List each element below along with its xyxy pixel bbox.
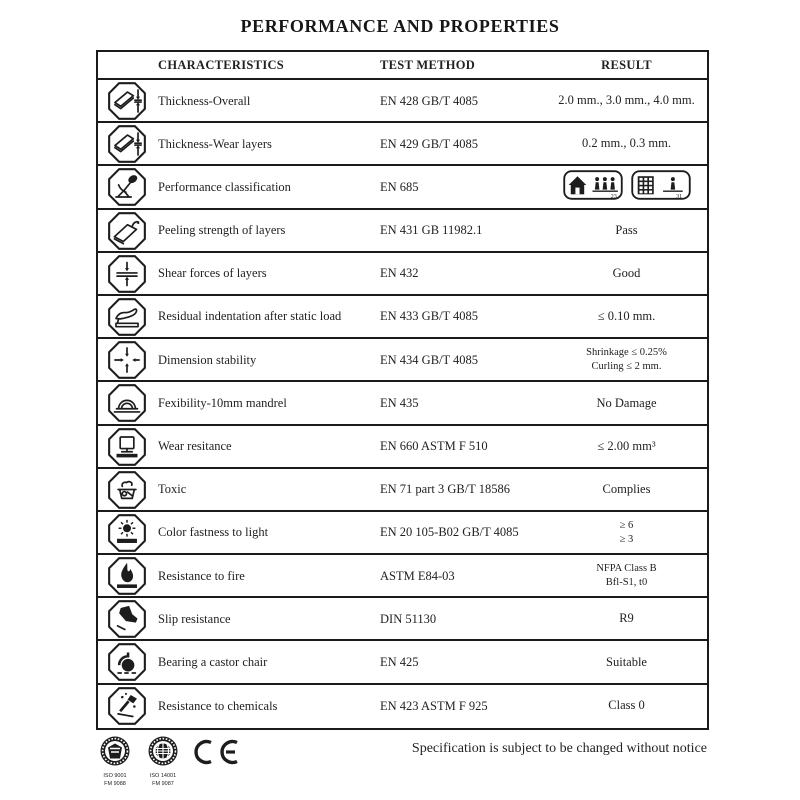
row-result <box>546 223 707 239</box>
row-characteristic: Peeling strength of layers <box>158 223 286 238</box>
footer <box>96 735 709 789</box>
row-test-method: EN 425 <box>380 654 419 669</box>
color-fastness-light-icon <box>106 512 148 554</box>
row-result <box>546 309 707 325</box>
row-icon-cell <box>98 339 156 381</box>
result-line: Bfl-S1, t0 <box>605 577 648 589</box>
svg-text:23: 23 <box>610 192 617 200</box>
result-line: R9 <box>619 611 634 626</box>
result-line: Curling ≤ 2 mm. <box>591 361 662 373</box>
row-test-method: EN 20 105-B02 GB/T 4085 <box>380 525 519 540</box>
residual-indentation-icon <box>106 296 148 338</box>
result-line: 2.0 mm., 3.0 mm., 4.0 mm. <box>558 93 695 108</box>
row-characteristic: Bearing a castor chair <box>158 654 268 669</box>
row-test-method: EN 685 <box>380 179 419 194</box>
row-characteristic: Resistance to fire <box>158 568 245 583</box>
row-icon-cell <box>98 296 156 338</box>
result-line: No Damage <box>596 395 657 410</box>
table-header-row <box>98 52 707 80</box>
table-row <box>98 469 707 512</box>
row-icon-cell <box>98 166 156 208</box>
row-result <box>546 611 707 627</box>
row-result <box>546 439 707 455</box>
row-icon-cell <box>98 80 156 122</box>
row-test-method: DIN 51130 <box>380 611 437 626</box>
header-result: RESULT <box>601 57 652 72</box>
svg-text:31: 31 <box>675 192 682 200</box>
result-line: Class 0 <box>608 698 645 713</box>
row-test-method: EN 423 ASTM F 925 <box>380 698 488 713</box>
result-line: 0.2 mm., 0.3 mm. <box>582 136 671 151</box>
row-result <box>546 396 707 412</box>
row-test-method: ASTM E84-03 <box>380 568 455 583</box>
page-title: PERFORMANCE AND PROPERTIES <box>240 16 560 36</box>
row-characteristic: Thickness-Overall <box>158 93 251 108</box>
row-result <box>546 170 707 205</box>
row-result <box>546 136 707 152</box>
result-line: Complies <box>602 481 651 496</box>
row-icon-cell <box>98 512 156 554</box>
result-line: ≥ 3 <box>619 533 634 545</box>
building-user-badge-icon <box>630 170 692 205</box>
row-characteristic: Fexibility-10mm mandrel <box>158 395 287 410</box>
row-icon-cell <box>98 253 156 295</box>
row-icon-cell <box>98 555 156 597</box>
header-test-method: TEST METHOD <box>380 57 476 72</box>
row-test-method: EN 428 GB/T 4085 <box>380 93 479 108</box>
row-characteristic: Toxic <box>158 482 187 497</box>
result-line: Suitable <box>606 654 647 669</box>
row-result <box>546 346 707 373</box>
row-result <box>546 655 707 671</box>
table-row <box>98 382 707 425</box>
result-line: ≥ 6 <box>619 520 634 532</box>
castor-chair-icon <box>106 641 148 683</box>
row-characteristic: Wear resitance <box>158 439 232 453</box>
result-line: Shrinkage ≤ 0.25% <box>586 347 667 359</box>
result-line: Good <box>612 265 641 280</box>
row-characteristic: Slip resistance <box>158 611 231 626</box>
row-test-method: EN 435 <box>380 395 419 410</box>
table-body <box>98 80 707 728</box>
fire-resistance-icon <box>106 555 148 597</box>
row-characteristic: Dimension stability <box>158 352 257 367</box>
header-characteristics: CHARACTERISTICS <box>158 57 285 72</box>
table-row <box>98 555 707 598</box>
table-row <box>98 210 707 253</box>
row-characteristic: Resistance to chemicals <box>158 698 278 713</box>
row-icon-cell <box>98 641 156 683</box>
row-icon-cell <box>98 210 156 252</box>
certification-logos <box>96 735 182 789</box>
row-test-method: EN 660 ASTM F 510 <box>380 439 488 453</box>
performance-classification-icon <box>106 166 148 208</box>
row-test-method: EN 431 GB 11982.1 <box>380 223 483 238</box>
table-row <box>98 80 707 123</box>
table-row <box>98 641 707 684</box>
row-result <box>546 266 707 282</box>
iso-14001-registered-seal-icon <box>144 735 182 772</box>
wear-resistance-icon <box>106 426 148 468</box>
row-result <box>546 519 707 546</box>
row-icon-cell <box>98 598 156 640</box>
certification-logo <box>96 735 134 789</box>
row-result <box>546 698 707 714</box>
iso-9001-registered-seal-icon <box>96 735 134 772</box>
shear-forces-icon <box>106 253 148 295</box>
result-line: ≤ 2.00 mm³ <box>597 438 656 453</box>
toxic-icon <box>106 469 148 511</box>
chemical-resistance-icon <box>106 685 148 727</box>
certification-logo <box>144 735 182 789</box>
result-line: NFPA Class B <box>596 563 657 575</box>
table-row <box>98 166 707 209</box>
row-icon-cell <box>98 123 156 165</box>
footer-note: Specification is subject to be changed without notice <box>411 741 707 756</box>
performance-table <box>96 50 709 730</box>
row-icon-cell <box>98 426 156 468</box>
table-row <box>98 123 707 166</box>
row-characteristic: Thickness-Wear layers <box>158 136 272 151</box>
table-row <box>98 296 707 339</box>
table-row <box>98 685 707 728</box>
row-test-method: EN 433 GB/T 4085 <box>380 309 479 324</box>
logo-caption: ISO 9001 <box>103 773 127 779</box>
row-result <box>546 93 707 109</box>
row-characteristic: Residual indentation after static load <box>158 309 342 324</box>
row-test-method: EN 432 <box>380 266 419 281</box>
row-result <box>546 562 707 589</box>
row-characteristic: Performance classification <box>158 179 291 194</box>
flexibility-mandrel-icon <box>106 382 148 424</box>
table-row <box>98 512 707 555</box>
dimension-stability-icon <box>106 339 148 381</box>
row-test-method: EN 434 GB/T 4085 <box>380 352 479 367</box>
thickness-overall-icon <box>106 80 148 122</box>
result-line: ≤ 0.10 mm. <box>597 309 656 324</box>
row-characteristic: Shear forces of layers <box>158 266 267 281</box>
logo-caption: ISO 14001 <box>149 773 177 779</box>
slip-resistance-icon <box>106 598 148 640</box>
table-row <box>98 598 707 641</box>
row-test-method: EN 429 GB/T 4085 <box>380 136 479 151</box>
ce-mark-icon <box>194 737 240 772</box>
logo-caption: FM 9088 <box>104 781 126 788</box>
result-line: Pass <box>615 222 638 237</box>
thickness-wear-layers-icon <box>106 123 148 165</box>
row-characteristic: Color fastness to light <box>158 525 269 540</box>
row-icon-cell <box>98 382 156 424</box>
row-result <box>546 482 707 498</box>
house-users-badge-icon <box>562 170 624 205</box>
row-icon-cell <box>98 685 156 727</box>
table-row <box>98 253 707 296</box>
logo-caption: FM 9087 <box>152 781 174 788</box>
table-row <box>98 339 707 382</box>
peeling-strength-icon <box>106 210 148 252</box>
table-row <box>98 426 707 469</box>
row-test-method: EN 71 part 3 GB/T 18586 <box>380 482 510 497</box>
row-icon-cell <box>98 469 156 511</box>
